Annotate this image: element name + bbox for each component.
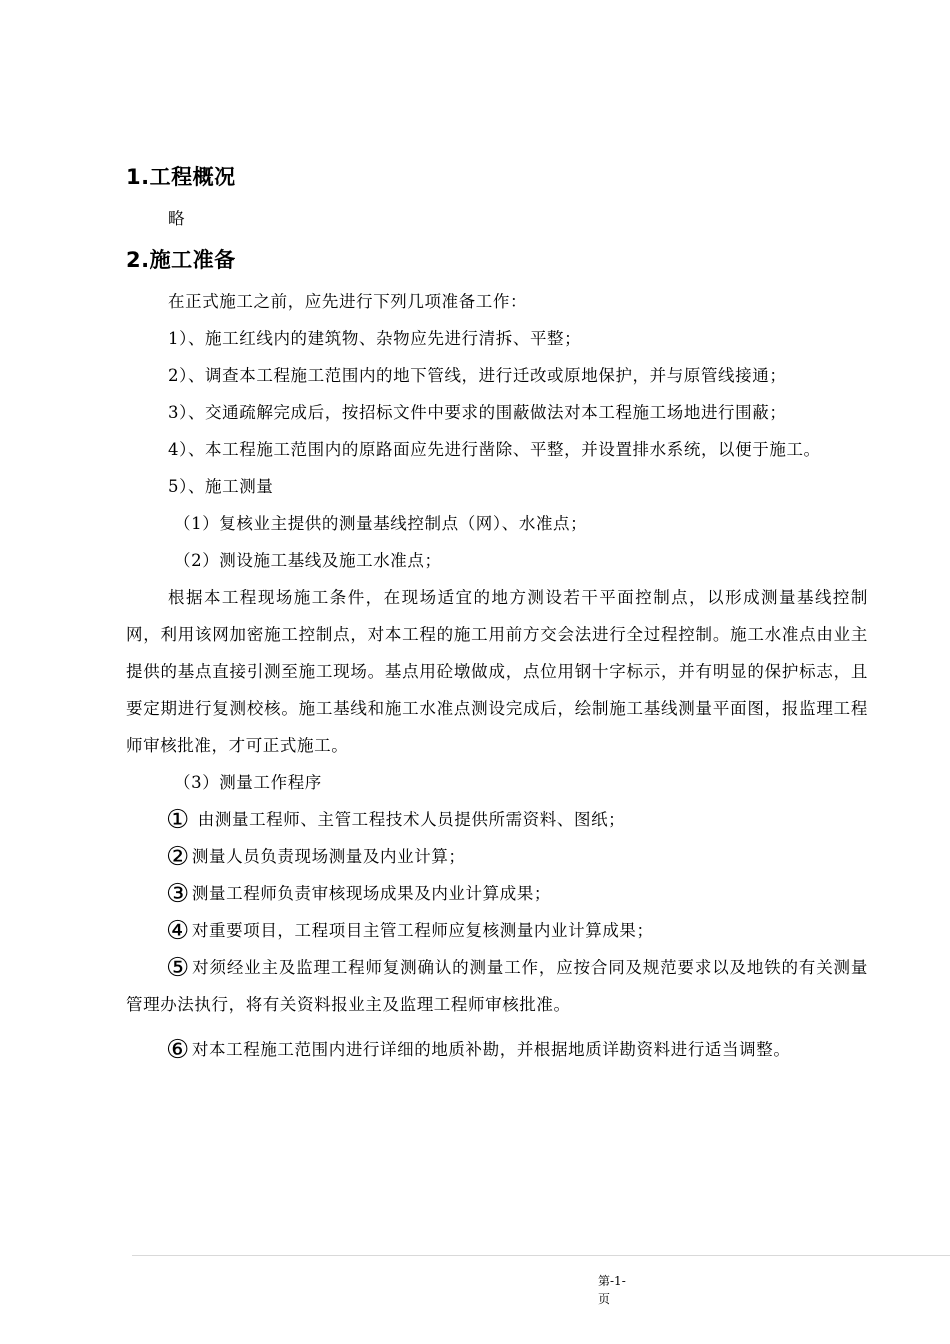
prep-item-2: 2）、调查本工程施工范围内的地下管线，进行迁改或原地保护，并与原管线接通；	[168, 366, 787, 385]
survey-paragraph: 根据本工程现场施工条件，在现场适宜的地方测设若干平面控制点，以形成测量基线控制网，利用该网加密施工控制点，对本工程的施工用前方交会法进行全过程控制。施工水准点由业主提供的基点直接引测至施工现场。基点用砼墩做成，点位用钢十字标示，并有明显的保护标志，且要定期进行复测校核。施工基线和施工水准点测设完成后，绘制施工基线测量平面图，报监理工程师审核批准，才可正式施工。	[126, 588, 868, 755]
prep-item-5: 5）、施工测量	[168, 477, 274, 496]
page-number-line-2: 页	[598, 1292, 611, 1306]
section-1-heading: 1.工程概况	[126, 165, 236, 189]
step-1	[166, 801, 868, 838]
step-5-text: 对须经业主及监理工程师复测确认的测量工作，应按合同及规范要求以及地铁的有关测量管理办法执行，将有关资料报业主及监理工程师审核批准。	[126, 958, 868, 1014]
survey-sub-1: （1）复核业主提供的测量基线控制点（网）、水准点；	[174, 514, 588, 533]
section-2-heading: 2.施工准备	[126, 248, 236, 272]
circled-number-2: ②	[166, 842, 190, 872]
section-1-body: 略	[168, 209, 186, 228]
circled-number-3: ③	[166, 879, 190, 909]
step-3	[166, 875, 868, 912]
page-footer	[598, 1272, 658, 1308]
step-3-text: 测量工程师负责审核现场成果及内业计算成果；	[191, 884, 552, 903]
page-number-line-1: 第-1-	[598, 1274, 626, 1288]
step-2-text: 测量人员负责现场测量及内业计算；	[191, 847, 466, 866]
prep-item-3: 3）、交通疏解完成后，按招标文件中要求的围蔽做法对本工程施工场地进行围蔽；	[168, 403, 787, 422]
survey-sub-2: （2）测设施工基线及施工水准点；	[174, 551, 442, 570]
step-2	[166, 838, 868, 875]
prep-item-1: 1）、施工红线内的建筑物、杂物应先进行清拆、平整；	[168, 329, 582, 348]
circled-number-6: ⑥	[166, 1035, 190, 1065]
step-5	[126, 949, 868, 1023]
document-body	[126, 160, 868, 1068]
prep-item-4: 4）、本工程施工范围内的原路面应先进行凿除、平整，并设置排水系统，以便于施工。	[168, 440, 821, 459]
section-2-intro: 在正式施工之前，应先进行下列几项准备工作：	[168, 292, 528, 311]
survey-sub-3: （3）测量工作程序	[174, 773, 322, 792]
step-1-text: 由测量工程师、主管工程技术人员提供所需资料、图纸；	[191, 810, 626, 829]
step-6	[166, 1031, 868, 1068]
step-6-text: 对本工程施工范围内进行详细的地质补勘，并根据地质详勘资料进行适当调整。	[191, 1040, 791, 1059]
footer-divider	[132, 1255, 950, 1256]
circled-number-5: ⑤	[166, 953, 191, 983]
step-4-text: 对重要项目，工程项目主管工程师应复核测量内业计算成果；	[191, 921, 654, 940]
step-4	[166, 912, 868, 949]
circled-number-4: ④	[166, 916, 190, 946]
circled-number-1: ①	[166, 805, 190, 835]
